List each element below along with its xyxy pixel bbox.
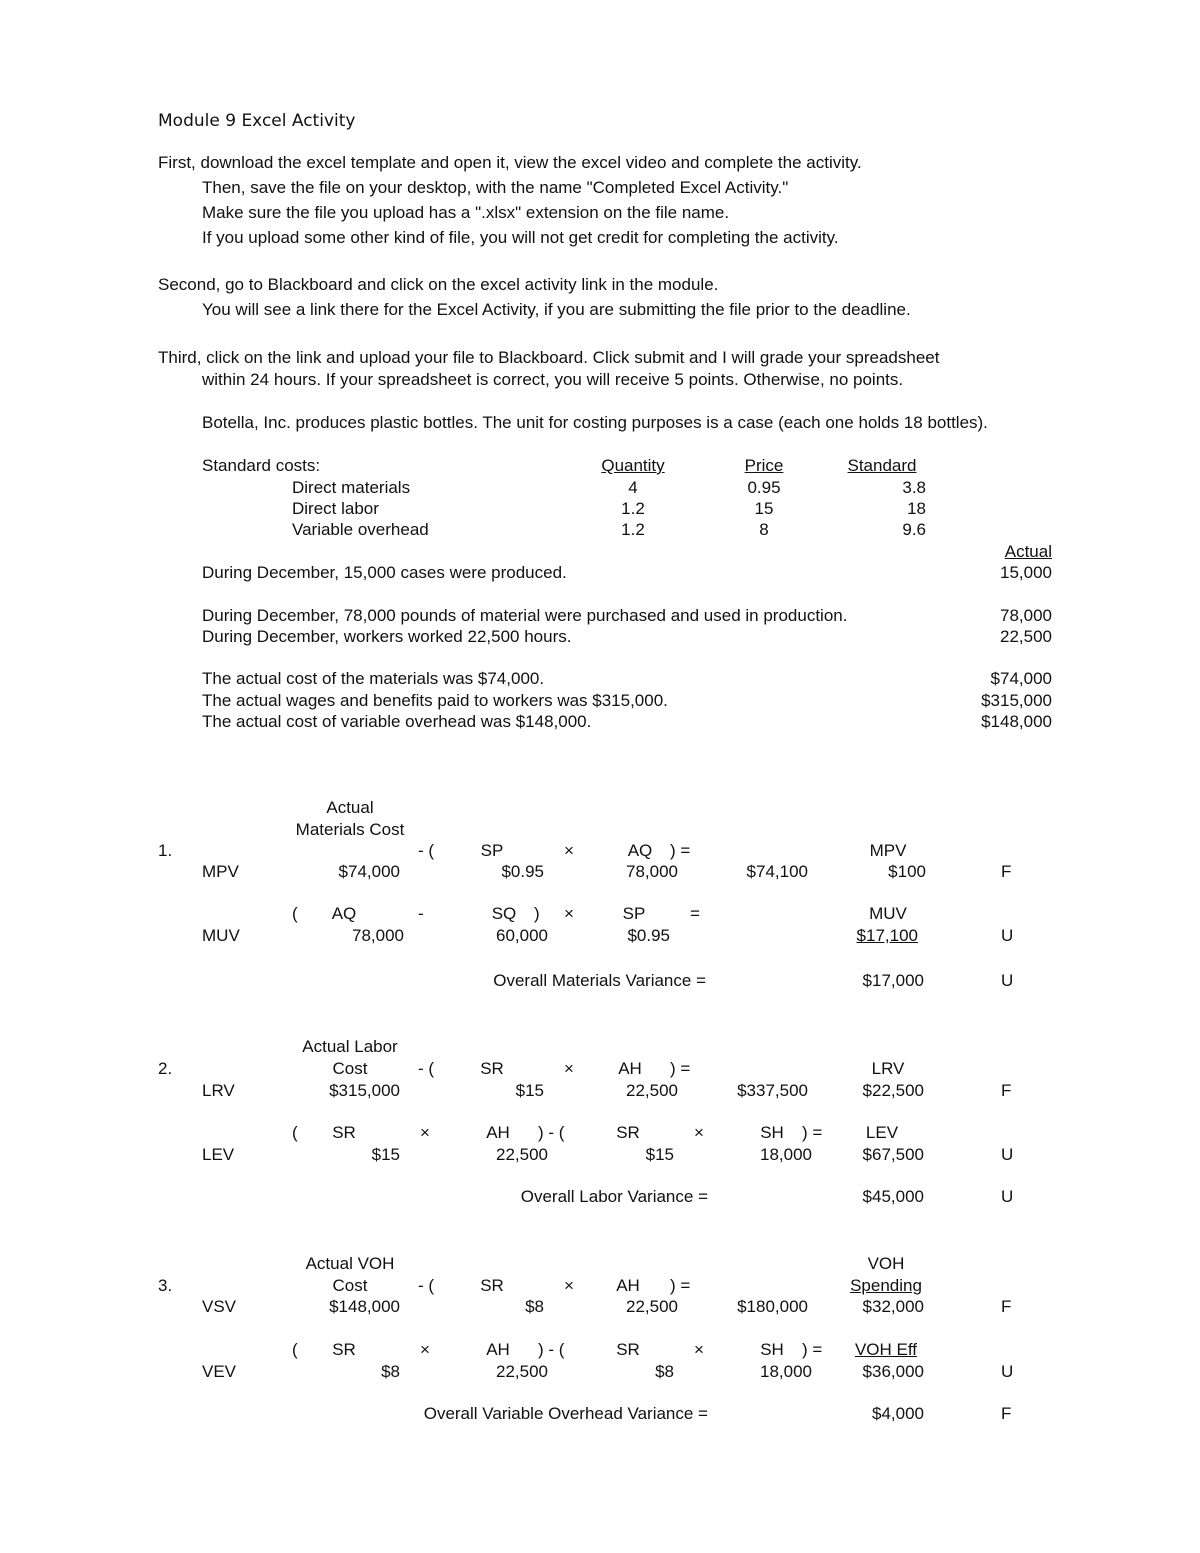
cost-row-quantity: 1.2 [621,520,645,539]
instruction-line: If you upload some other kind of file, you will not get credit for completing the activity. [202,228,839,247]
ah-header: AH [616,1276,640,1295]
overall-labor-label: Overall Labor Variance = [520,1187,708,1206]
lrv-header: LRV [871,1059,905,1078]
sp-header: SP [622,904,646,923]
actual-voh-cost: $148,000 [329,1297,400,1316]
times-symbol: × [420,1123,430,1142]
lrv-fav-unfav: F [1001,1081,1012,1100]
times-symbol: × [564,1276,574,1295]
cost-row-price: 8 [759,520,769,539]
sr-header: SR [480,1059,504,1078]
actual-row-text: The actual cost of the materials was $74,000. [202,669,545,688]
overall-overhead-value: $4,000 [872,1404,924,1423]
actual-row-text: During December, workers worked 22,500 hours. [202,627,572,646]
labor-head-1: Actual Labor [302,1037,398,1056]
sr-times-ah: $180,000 [737,1297,808,1316]
overall-materials-fav-unfav: U [1001,971,1014,990]
instruction-line: Second, go to Blackboard and click on the excel activity link in the module. [158,275,719,294]
ah-value: 22,500 [626,1297,678,1316]
sr-value: $8 [525,1297,544,1316]
minus-symbol: - [418,904,424,923]
labor-head-2: Cost [332,1059,368,1078]
vev-header: VOH Eff [854,1340,918,1359]
lev-label: LEV [202,1145,235,1164]
sh-header: SH [760,1340,784,1359]
cost-row-price: 15 [754,499,774,518]
lev-value: $67,500 [862,1145,924,1164]
vsv-fav-unfav: F [1001,1297,1012,1316]
minus-open-symbol: - ( [418,1276,435,1295]
open-symbol: ( [292,904,298,923]
close-minus-open-symbol: ) - ( [538,1123,565,1142]
section-number: 3. [158,1276,173,1295]
vsv-value: $32,000 [862,1297,924,1316]
ah-header: AH [486,1123,510,1142]
actual-labor-cost: $315,000 [329,1081,400,1100]
actual-header: Actual [1004,542,1052,561]
actual-row-value: 22,500 [1000,627,1052,646]
quantity-header: Quantity [601,456,665,475]
overall-labor-value: $45,000 [862,1187,924,1206]
overall-overhead-label: Overall Variable Overhead Variance = [423,1404,708,1423]
eq-symbol: = [690,904,700,923]
mpv-header: MPV [869,841,907,860]
actual-row-text: The actual cost of variable overhead was $148,000. [202,712,592,731]
aq-header: AQ [627,841,653,860]
close-eq-symbol: ) = [802,1123,823,1142]
ah-header: AH [618,1059,642,1078]
mpv-fav-unfav: F [1001,862,1012,881]
actual-row-value: $148,000 [981,712,1052,731]
times-symbol: × [564,841,574,860]
sp-header: SP [480,841,504,860]
actual-row-text: During December, 15,000 cases were produced. [202,563,567,582]
cost-row-quantity: 4 [628,478,638,497]
ah-header: AH [486,1340,510,1359]
vsv-label: VSV [202,1297,237,1316]
times-symbol: × [694,1340,704,1359]
close-eq-symbol: ) = [802,1340,823,1359]
sr-value: $15 [371,1145,400,1164]
sr-header: SR [332,1340,356,1359]
instruction-line: First, download the excel template and open it, view the excel video and complete the activity. [158,153,862,172]
lrv-label: LRV [202,1081,235,1100]
cost-row-price: 0.95 [747,478,781,497]
open-symbol: ( [292,1123,298,1142]
close-eq-symbol: ) = [670,1276,691,1295]
cost-row-name: Direct labor [292,499,379,518]
minus-open-symbol: - ( [418,1059,435,1078]
sp-times-aq: $74,100 [746,862,808,881]
intro-text: Botella, Inc. produces plastic bottles. The unit for costing purposes is a case (each one holds 18 bottles). [202,413,988,432]
overall-overhead-fav-unfav: F [1001,1404,1012,1423]
page-title: Module 9 Excel Activity [158,111,356,131]
materials-head-2: Materials Cost [295,820,405,839]
open-symbol: ( [292,1340,298,1359]
vev-label: VEV [202,1362,237,1381]
vsv-header-2: Spending [850,1276,922,1295]
sr-times-ah: $337,500 [737,1081,808,1100]
ah-value: 22,500 [626,1081,678,1100]
muv-label: MUV [202,926,240,945]
instruction-line: Make sure the file you upload has a ".xlsx" extension on the file name. [202,203,730,222]
actual-row-text: During December, 78,000 pounds of material were purchased and used in production. [202,606,848,625]
cost-row-name: Direct materials [292,478,411,497]
actual-row-value: $74,000 [990,669,1052,688]
sh-value: 18,000 [760,1145,812,1164]
sr-header: SR [480,1276,504,1295]
price-header: Price [744,456,784,475]
vsv-header-1: VOH [867,1254,905,1273]
mpv-label: MPV [202,862,239,881]
section-number: 1. [158,841,173,860]
times-symbol: × [564,1059,574,1078]
minus-open-symbol: - ( [418,841,435,860]
cost-row-standard: 18 [907,499,926,518]
aq-value: 78,000 [626,862,678,881]
actual-row-value: $315,000 [981,691,1052,710]
standard-header: Standard [847,456,917,475]
actual-row-value: 15,000 [1000,563,1052,582]
cost-row-standard: 9.6 [902,520,926,539]
instruction-line: You will see a link there for the Excel Activity, if you are submitting the file prior to the deadline. [202,300,911,319]
actual-row-value: 78,000 [1000,606,1052,625]
sr-value: $8 [381,1362,400,1381]
sr-value: $15 [515,1081,544,1100]
sq-header: SQ [491,904,517,923]
instruction-line: within 24 hours. If your spreadsheet is correct, you will receive 5 points. Otherwise, no points. [202,370,904,389]
overall-materials-value: $17,000 [862,971,924,990]
cost-row-quantity: 1.2 [621,499,645,518]
instruction-line: Then, save the file on your desktop, with the name "Completed Excel Activity." [202,178,789,197]
vev-fav-unfav: U [1001,1362,1014,1381]
materials-head-1: Actual [326,798,374,817]
ah-value: 22,500 [496,1145,548,1164]
sh-header: SH [760,1123,784,1142]
sp-value: $0.95 [627,926,670,945]
lev-header: LEV [865,1123,899,1142]
sh-value: 18,000 [760,1362,812,1381]
sp-value: $0.95 [501,862,544,881]
muv-value: $17,100 [856,926,918,945]
ah-value: 22,500 [496,1362,548,1381]
close-symbol: ) [534,904,540,923]
lrv-value: $22,500 [862,1081,924,1100]
muv-fav-unfav: U [1001,926,1014,945]
instruction-line: Third, click on the link and upload your file to Blackboard. Click submit and I will grade your spreadsheet [158,348,940,367]
lev-fav-unfav: U [1001,1145,1014,1164]
mpv-value: $100 [888,862,926,881]
standard-costs-label: Standard costs: [202,456,321,475]
overall-materials-label: Overall Materials Variance = [493,971,706,990]
close-minus-open-symbol: ) - ( [538,1340,565,1359]
times-symbol: × [420,1340,430,1359]
overall-labor-fav-unfav: U [1001,1187,1014,1206]
close-eq-symbol: ) = [670,841,691,860]
overhead-head-2: Cost [332,1276,368,1295]
sr-header: SR [616,1123,640,1142]
times-symbol: × [564,904,574,923]
cost-row-name: Variable overhead [292,520,429,539]
muv-header: MUV [869,904,907,923]
times-symbol: × [694,1123,704,1142]
aq-header: AQ [331,904,357,923]
actual-row-text: The actual wages and benefits paid to workers was $315,000. [202,691,668,710]
section-number: 2. [158,1059,173,1078]
sr-header: SR [616,1340,640,1359]
vev-value: $36,000 [862,1362,924,1381]
overhead-head-1: Actual VOH [305,1254,395,1273]
sr-header: SR [332,1123,356,1142]
cost-row-standard: 3.8 [902,478,926,497]
sq-value: 60,000 [496,926,548,945]
sr-value: $8 [655,1362,674,1381]
sr-value: $15 [645,1145,674,1164]
actual-materials-cost: $74,000 [338,862,400,881]
aq-value: 78,000 [352,926,404,945]
close-eq-symbol: ) = [670,1059,691,1078]
